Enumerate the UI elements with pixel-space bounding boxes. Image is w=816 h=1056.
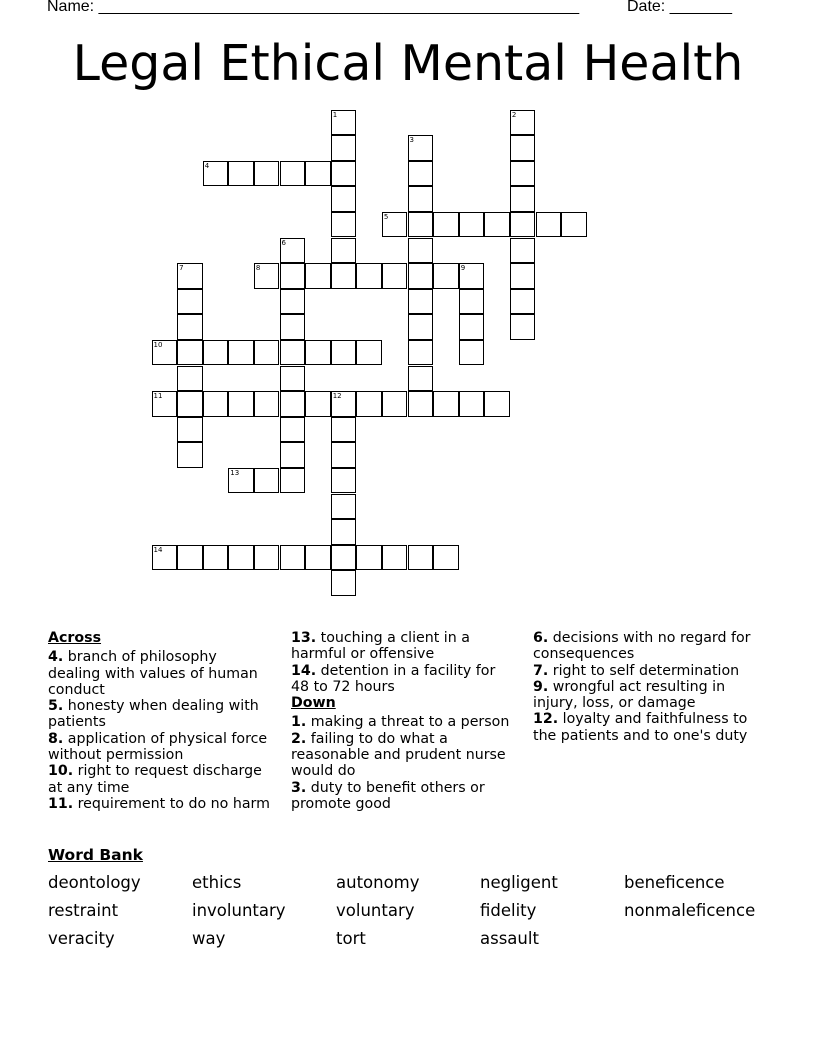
grid-cell[interactable] <box>254 391 280 417</box>
grid-cell[interactable] <box>510 263 536 289</box>
clue-text: requirement to do no harm <box>73 795 270 812</box>
clue-text: branch of philosophy dealing with values of human conduct <box>48 649 258 698</box>
grid-cell[interactable] <box>203 545 229 571</box>
grid-cell[interactable] <box>228 468 254 494</box>
clue-item <box>533 663 763 679</box>
clue-column-3 <box>533 630 763 744</box>
grid-cell[interactable] <box>331 212 357 238</box>
clue-number: 2 <box>511 110 517 119</box>
grid-cell[interactable] <box>510 314 536 340</box>
grid-cell[interactable] <box>331 161 357 187</box>
grid-cell[interactable] <box>177 417 203 443</box>
clue-number: 12 <box>332 392 342 401</box>
clue-item <box>48 796 273 812</box>
down-heading: Down <box>291 695 336 712</box>
grid-cell[interactable] <box>280 545 306 571</box>
grid-cell[interactable] <box>305 161 331 187</box>
grid-cell[interactable] <box>331 442 357 468</box>
clue-text: failing to do what a reasonable and prudent nurse would do <box>291 730 506 780</box>
word-bank-item: involuntary <box>192 901 286 920</box>
grid-cell[interactable] <box>510 161 536 187</box>
clue-number: 14. <box>291 662 317 679</box>
page-title: Legal Ethical Mental Health <box>72 35 744 92</box>
grid-cell[interactable] <box>305 263 331 289</box>
clue-text: right to self determination <box>548 662 740 679</box>
grid-cell[interactable] <box>408 263 434 289</box>
grid-cell[interactable] <box>280 161 306 187</box>
word-bank-item: nonmaleficence <box>624 901 756 920</box>
grid-cell[interactable] <box>408 314 434 340</box>
clue-number: 14 <box>153 545 163 554</box>
grid-cell[interactable] <box>331 110 357 136</box>
grid-cell[interactable] <box>510 186 536 212</box>
grid-cell[interactable] <box>305 545 331 571</box>
grid-cell[interactable] <box>203 340 229 366</box>
clue-item <box>291 731 516 780</box>
word-bank-item: voluntary <box>336 901 415 920</box>
word-bank-item: ethics <box>192 873 242 892</box>
grid-cell[interactable] <box>408 340 434 366</box>
grid-cell[interactable] <box>459 212 485 238</box>
grid-cell[interactable] <box>177 366 203 392</box>
grid-cell[interactable] <box>510 212 536 238</box>
grid-cell[interactable] <box>280 340 306 366</box>
grid-cell[interactable] <box>331 494 357 520</box>
clue-text: loyalty and faithfulness to the patients and to one's duty <box>533 711 748 744</box>
grid-cell[interactable] <box>459 340 485 366</box>
grid-cell[interactable] <box>408 212 434 238</box>
clue-text: duty to benefit others or promote good <box>291 779 485 812</box>
date-field[interactable]: Date: _______ <box>627 0 732 15</box>
grid-cell[interactable] <box>331 417 357 443</box>
word-bank-item: negligent <box>480 873 558 892</box>
grid-cell[interactable] <box>177 263 203 289</box>
clue-number: 13 <box>230 468 240 477</box>
grid-cell[interactable] <box>433 263 459 289</box>
grid-cell[interactable] <box>331 391 357 417</box>
grid-cell[interactable] <box>408 289 434 315</box>
name-field[interactable]: Name: ______________________________________________________ <box>47 0 580 15</box>
clue-text: touching a client in a harmful or offensive <box>291 630 470 663</box>
clue-item <box>533 679 763 712</box>
grid-cell[interactable] <box>408 186 434 212</box>
clue-text: honesty when dealing with patients <box>48 698 259 731</box>
clue-number: 2. <box>291 730 307 747</box>
clue-number: 8 <box>255 264 261 273</box>
grid-cell[interactable] <box>331 340 357 366</box>
grid-cell[interactable] <box>484 212 510 238</box>
grid-cell[interactable] <box>382 545 408 571</box>
word-bank-item: beneficence <box>624 873 725 892</box>
clue-number: 6. <box>533 630 549 646</box>
grid-cell[interactable] <box>280 263 306 289</box>
grid-cell[interactable] <box>382 212 408 238</box>
clue-number: 4. <box>48 649 64 666</box>
clue-item <box>533 630 763 663</box>
grid-cell[interactable] <box>536 212 562 238</box>
clue-item <box>48 649 273 698</box>
grid-cell[interactable] <box>177 391 203 417</box>
grid-cell[interactable] <box>177 314 203 340</box>
clue-item <box>533 711 763 744</box>
grid-cell[interactable] <box>510 289 536 315</box>
clue-number: 10 <box>153 340 163 349</box>
grid-cell[interactable] <box>331 468 357 494</box>
grid-cell[interactable] <box>203 161 229 187</box>
clue-number: 7. <box>533 662 549 679</box>
clue-item <box>48 731 273 764</box>
grid-cell[interactable] <box>459 263 485 289</box>
clue-column-2 <box>291 630 516 812</box>
clue-number: 11. <box>48 795 74 812</box>
clue-number: 1. <box>291 714 307 731</box>
clue-text: right to request discharge at any time <box>48 763 262 796</box>
grid-cell[interactable] <box>331 238 357 264</box>
grid-cell[interactable] <box>356 263 382 289</box>
grid-cell[interactable] <box>331 519 357 545</box>
clue-number: 3 <box>409 136 414 145</box>
grid-cell[interactable] <box>356 545 382 571</box>
grid-cell[interactable] <box>408 238 434 264</box>
grid-cell[interactable] <box>459 289 485 315</box>
grid-cell[interactable] <box>280 289 306 315</box>
clue-number: 9 <box>460 264 466 273</box>
clue-item <box>291 714 516 730</box>
grid-cell[interactable] <box>331 135 357 161</box>
grid-cell[interactable] <box>254 340 280 366</box>
clue-number: 6 <box>281 238 286 247</box>
grid-cell[interactable] <box>433 212 459 238</box>
grid-cell[interactable] <box>408 545 434 571</box>
grid-cell[interactable] <box>280 314 306 340</box>
grid-cell[interactable] <box>356 340 382 366</box>
grid-cell[interactable] <box>152 545 178 571</box>
clue-text: decisions with no regard for consequences <box>533 630 751 663</box>
word-bank-item: assault <box>480 929 539 948</box>
grid-cell[interactable] <box>228 545 254 571</box>
clue-number: 9. <box>533 678 549 695</box>
clue-number: 11 <box>153 392 163 401</box>
clue-number: 3. <box>291 779 307 796</box>
across-heading: Across <box>48 630 102 646</box>
grid-cell[interactable] <box>510 238 536 264</box>
grid-cell[interactable] <box>331 186 357 212</box>
clue-number: 1 <box>332 110 338 119</box>
word-bank-item: veracity <box>48 929 115 948</box>
grid-cell[interactable] <box>254 161 280 187</box>
grid-cell[interactable] <box>254 545 280 571</box>
grid-cell[interactable] <box>254 263 280 289</box>
word-bank-item: way <box>192 929 226 948</box>
grid-cell[interactable] <box>254 468 280 494</box>
word-bank-item: tort <box>336 929 366 948</box>
grid-cell[interactable] <box>433 545 459 571</box>
word-bank-item: autonomy <box>336 873 420 892</box>
clue-text: wrongful act resulting in injury, loss, or damage <box>533 678 726 712</box>
clue-number: 13. <box>291 630 317 646</box>
grid-cell[interactable] <box>280 366 306 392</box>
grid-cell[interactable] <box>152 391 178 417</box>
grid-cell[interactable] <box>280 442 306 468</box>
clue-number: 7 <box>179 264 184 273</box>
grid-cell[interactable] <box>228 161 254 187</box>
grid-cell[interactable] <box>280 417 306 443</box>
grid-cell[interactable] <box>152 340 178 366</box>
clue-text: making a threat to a person <box>306 714 510 731</box>
grid-cell[interactable] <box>177 340 203 366</box>
word-bank-heading: Word Bank <box>48 846 143 864</box>
grid-cell[interactable] <box>305 340 331 366</box>
clue-item <box>48 763 273 796</box>
grid-cell[interactable] <box>203 391 229 417</box>
grid-cell[interactable] <box>331 263 357 289</box>
grid-cell[interactable] <box>408 135 434 161</box>
grid-cell[interactable] <box>561 212 587 238</box>
grid-cell[interactable] <box>228 391 254 417</box>
grid-cell[interactable] <box>228 340 254 366</box>
clue-number: 10. <box>48 763 74 780</box>
grid-cell[interactable] <box>408 391 434 417</box>
clue-item <box>48 698 273 731</box>
grid-cell[interactable] <box>305 391 331 417</box>
word-bank-item: deontology <box>48 873 141 892</box>
grid-cell[interactable] <box>484 391 510 417</box>
grid-cell[interactable] <box>331 545 357 571</box>
clue-item <box>291 780 516 813</box>
grid-cell[interactable] <box>280 238 306 264</box>
grid-cell[interactable] <box>331 570 357 596</box>
grid-cell[interactable] <box>177 442 203 468</box>
grid-cell[interactable] <box>382 263 408 289</box>
grid-cell[interactable] <box>280 391 306 417</box>
grid-cell[interactable] <box>177 545 203 571</box>
grid-cell[interactable] <box>459 391 485 417</box>
word-bank-item: fidelity <box>480 901 537 920</box>
grid-cell[interactable] <box>280 468 306 494</box>
grid-cell[interactable] <box>459 314 485 340</box>
clue-item <box>291 630 516 663</box>
clue-item <box>291 663 516 696</box>
word-bank-item: restraint <box>48 901 119 920</box>
clue-text: application of physical force without permission <box>48 730 268 764</box>
clue-number: 12. <box>533 711 559 728</box>
clue-number: 4 <box>204 161 210 170</box>
clue-number: 8. <box>48 730 64 747</box>
grid-cell[interactable] <box>382 391 408 417</box>
grid-cell[interactable] <box>510 110 536 136</box>
grid-cell[interactable] <box>356 391 382 417</box>
grid-cell[interactable] <box>177 289 203 315</box>
grid-cell[interactable] <box>408 366 434 392</box>
clue-text: detention in a facility for 48 to 72 hours <box>291 662 496 695</box>
clue-number: 5 <box>383 212 389 221</box>
clue-column-1 <box>48 630 273 812</box>
grid-cell[interactable] <box>510 135 536 161</box>
grid-cell[interactable] <box>408 161 434 187</box>
clue-number: 5. <box>48 698 64 715</box>
grid-cell[interactable] <box>433 391 459 417</box>
